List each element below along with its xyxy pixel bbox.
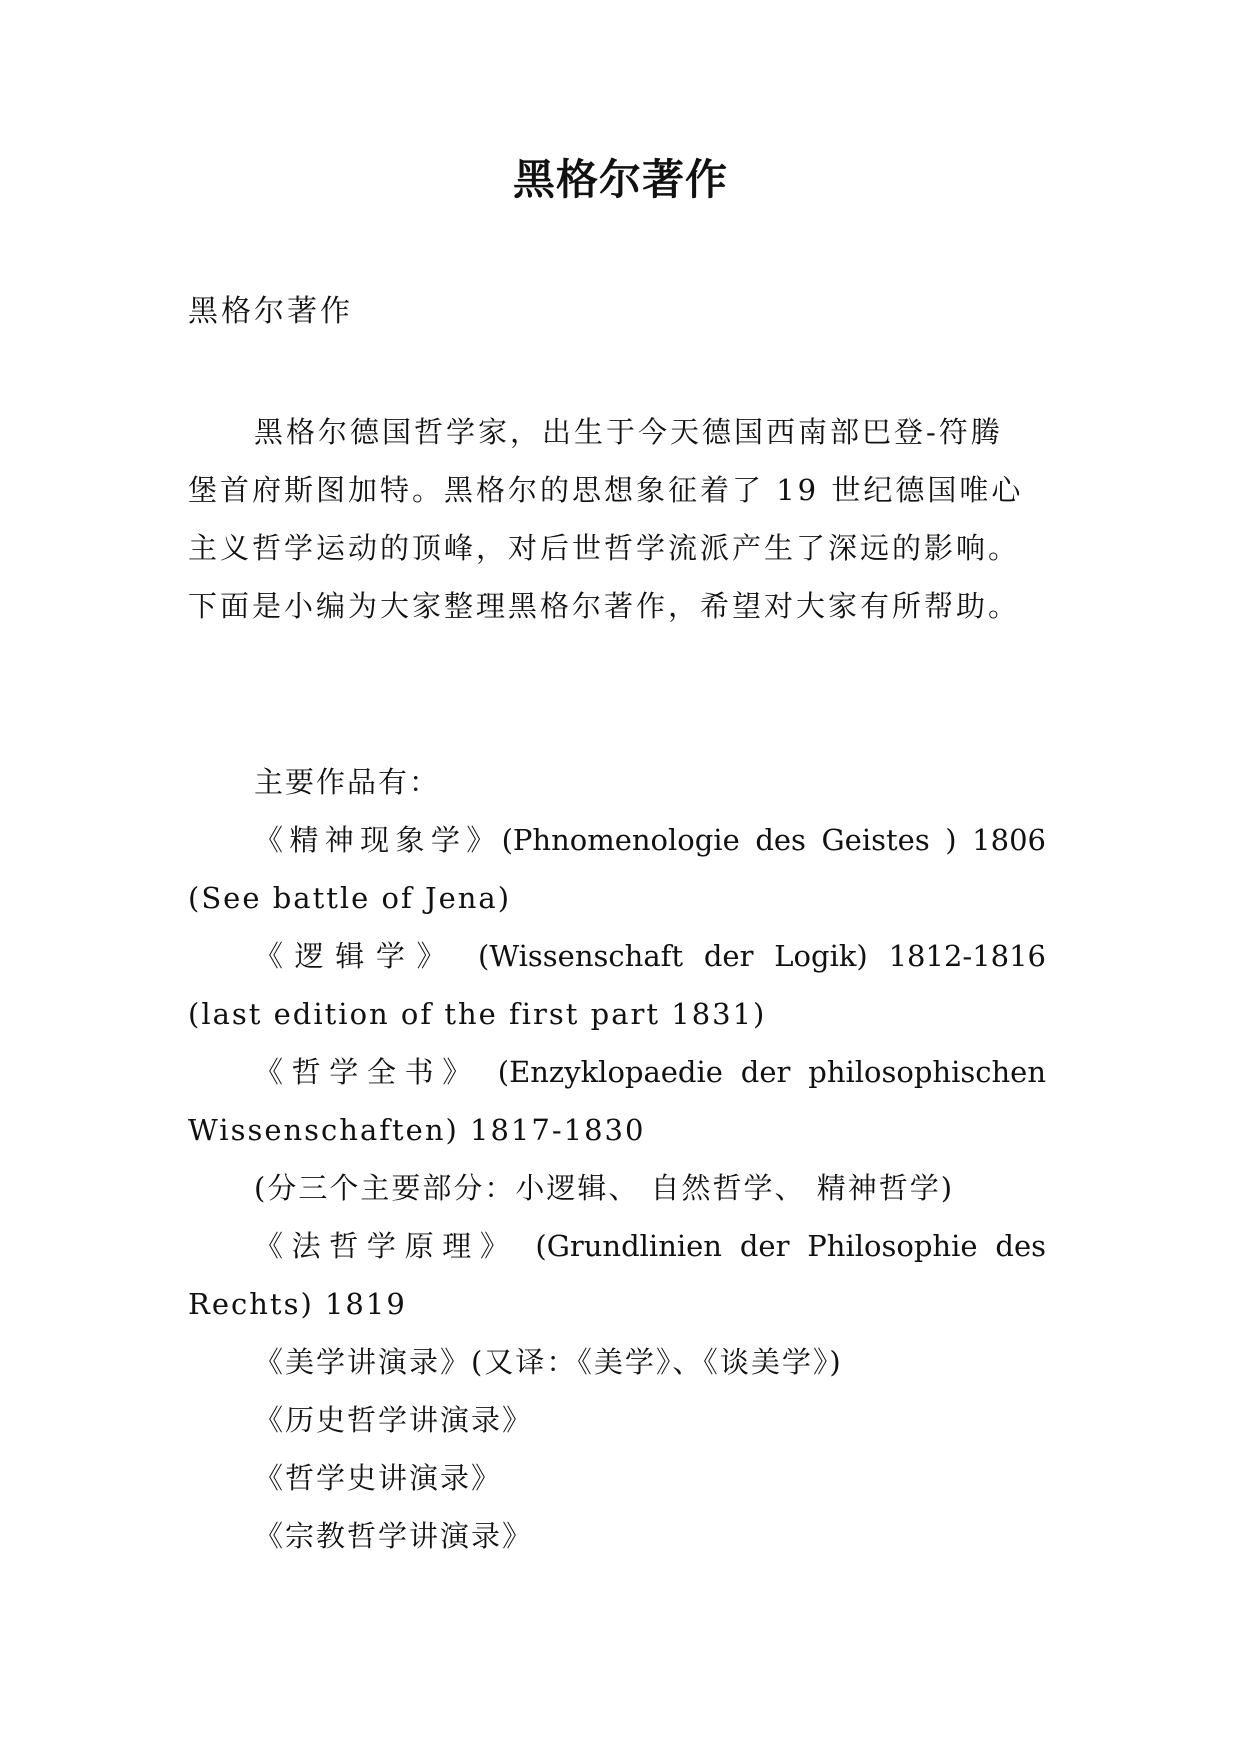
intro-line: 主义哲学运动的顶峰，对后世哲学流派产生了深远的影响。: [188, 531, 1021, 565]
work-item-continuation: Wissenschaften) 1817-1830: [188, 1113, 646, 1147]
work-item: 《历史哲学讲演录》: [254, 1403, 534, 1437]
work-item: 《法哲学原理》 (Grundlinien der Philosophie des: [254, 1229, 1046, 1263]
work-item: 《哲学史讲演录》: [254, 1461, 503, 1495]
work-item: 《逻辑学》 (Wissenschaft der Logik) 1812-1816: [254, 939, 1046, 973]
work-item-continuation: (See battle of Jena): [188, 881, 512, 915]
work-item: 《宗教哲学讲演录》: [254, 1519, 534, 1553]
works-heading: 主要作品有：: [254, 765, 441, 799]
document-subtitle: 黑格尔著作: [188, 294, 353, 329]
intro-line: 下面是小编为大家整理黑格尔著作，希望对大家有所帮助。: [188, 589, 1021, 623]
work-item-continuation: Rechts) 1819: [188, 1287, 407, 1321]
work-item: 《精神现象学》(Phnomenologie des Geistes ) 1806: [254, 823, 1046, 857]
work-item: 《美学讲演录》(又译：《美学》、《谈美学》): [254, 1345, 843, 1379]
intro-line: 堡首府斯图加特。黑格尔的思想象征着了 19 世纪德国唯心: [188, 473, 1024, 507]
document-title: 黑格尔著作: [512, 155, 728, 204]
work-item-continuation: (last edition of the first part 1831): [188, 997, 767, 1031]
work-item: 《哲学全书》 (Enzyklopaedie der philosophischen: [254, 1055, 1046, 1089]
intro-line: 黑格尔德国哲学家，出生于今天德国西南部巴登-符腾: [254, 415, 1003, 449]
work-item-note: (分三个主要部分：小逻辑、 自然哲学、 精神哲学): [254, 1171, 955, 1205]
